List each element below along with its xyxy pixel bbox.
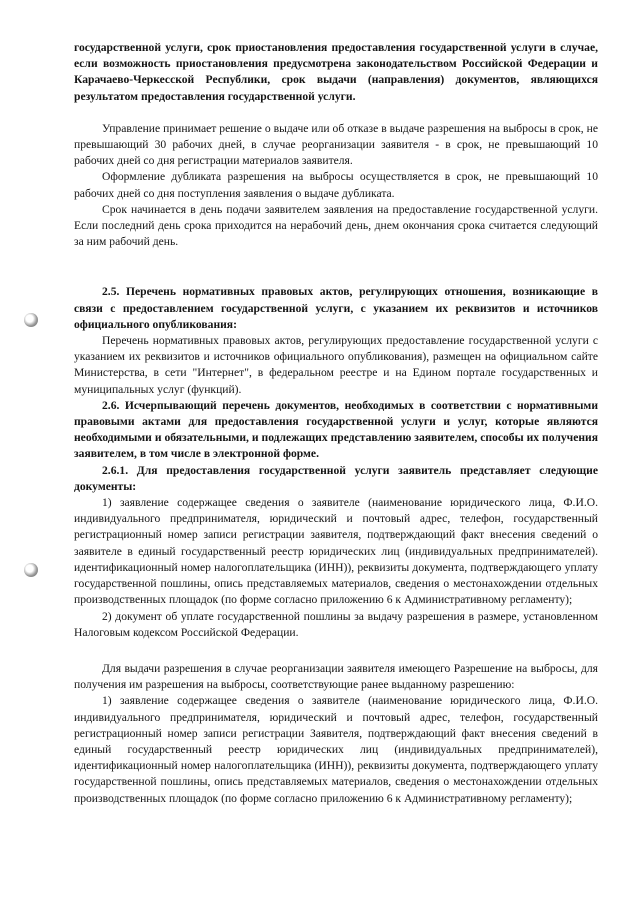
paragraph-duplicate-term: Оформление дубликата разрешения на выбросы осуществляется в срок, не превышающий 10 рабочих дней со дня поступления заявления о выдаче дубликата.	[74, 170, 598, 200]
document-page	[74, 40, 598, 807]
list-item-application-reorg: 1) заявление содержащее сведения о заявителе (наименование юридического лица, Ф.И.О. индивидуального предпринимателя, юридический и почтовый адрес, телефон, государственный регистрационный номер записи регистрации Заявителя, подтверждающий факт внесения сведений в единый государственный реестр юридических лиц (индивидуальных предпринимателей), идентификационный номер налогоплательщика (ИНН)), реквизиты документа, подтверждающего уплату государственной пошлины, опись представляемых материалов, сведения о местонахождении отдельных производственных площадок (по форме согласно приложению 6 к Административному регламенту);	[74, 694, 598, 805]
section-heading-2-6: 2.6. Исчерпывающий перечень документов, необходимых в соответствии с нормативными правовыми актами для предоставления государственной услуги и услуг, которые являются необходимыми и обязательными, и подлежащих представлению заявителем, способы их получения заявителем, в том числе в электронной форме.	[74, 398, 598, 461]
section-heading-2-5: 2.5. Перечень нормативных правовых актов, регулирующих отношения, возникающие в связи с предоставлением государственной услуги, с указанием их реквизитов и источников официального опубликования:	[74, 285, 598, 331]
paragraph-decision-term: Управление принимает решение о выдаче или об отказе в выдаче разрешения на выбросы в срок, не превышающий 30 рабочих дней, в случае реорганизации заявителя - в срок, не превышающий 10 рабочих дней со дня регистрации материалов заявителя.	[74, 121, 598, 168]
punch-hole-bottom	[24, 563, 38, 577]
list-item-application: 1) заявление содержащее сведения о заявителе (наименование юридического лица, Ф.И.О. индивидуального предпринимателя, юридический и почтовый адрес, телефон, государственный регистрационный номер записи регистрации заявителя, подтверждающий факт внесения сведений о заявителе в единый государственный реестр юридических лиц (индивидуальных предпринимателей). идентификационный номер налогоплательщика (ИНН)), реквизиты документа, подтверждающего уплату государственной пошлины, опись представляемых материалов, сведения о местонахождении отдельных производственных площадок (по форме согласно приложению 6 к Административному регламенту);	[74, 496, 598, 607]
section-heading-2-6-1: 2.6.1. Для предоставления государственной услуги заявитель представляет следующие документы:	[74, 463, 598, 493]
paragraph-term-start: Срок начинается в день подачи заявителем заявления на предоставление государственной услуги. Если последний день срока приходится на нерабочий день, днем окончания срока считается следующий за ним рабочий день.	[74, 202, 598, 249]
paragraph-legal-acts: Перечень нормативных правовых актов, регулирующих предоставление государственной услуги с указанием их реквизитов и источников официального опубликования), размещен на официальном сайте Министерства, в сети "Интернет", в федеральном реестре и на Едином портале государственных и муниципальных услуг (функций).	[74, 334, 598, 396]
list-item-duty-payment: 2) документ об уплате государственной пошлины за выдачу разрешения в размере, установленном Налоговым кодексом Российской Федерации.	[74, 609, 598, 639]
punch-hole-top	[24, 313, 38, 327]
paragraph-section-2-4-tail: государственной услуги, срок приостановления предоставления государственной услуги в случае, если возможность приостановления предусмотрена законодательством Российской Федерации и Карачаево-Черкесской Республики, срок выдачи (направления) документов, являющихся результатом предоставления государственной услуги.	[74, 41, 598, 103]
paragraph-reorganization: Для выдачи разрешения в случае реорганизации заявителя имеющего Разрешение на выбросы, для получения им разрешения на выбросы, соответствующие ранее выданному разрешению:	[74, 661, 598, 692]
